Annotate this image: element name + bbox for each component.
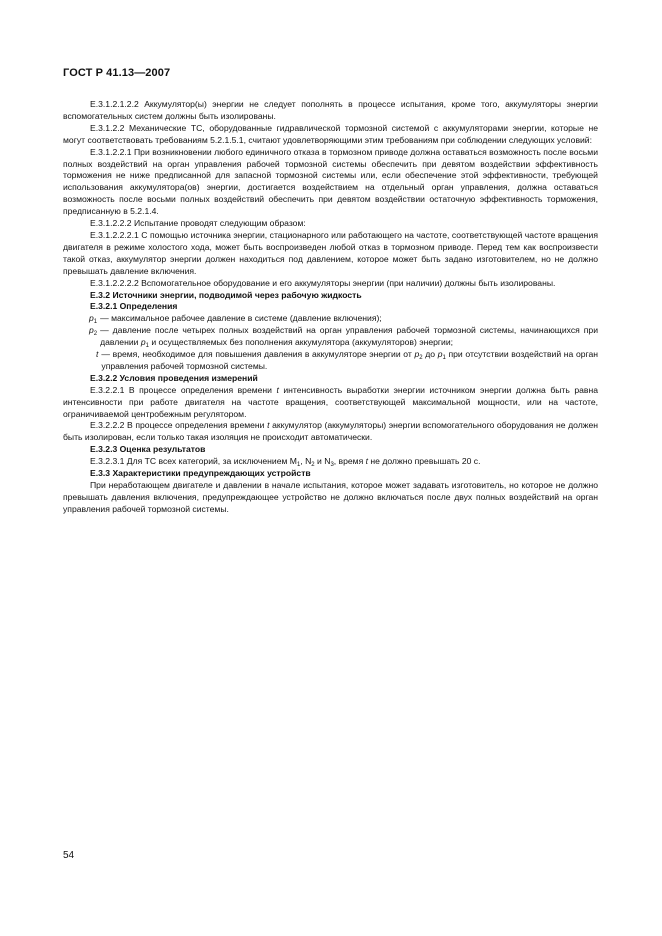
document-body	[63, 99, 598, 516]
clause-e3222: Е.3.2.2.2 В процессе определения времени t аккумулятор (аккумуляторы) энергии вспомогательного оборудования не должен быть изолирован, если только такая изоляция не происходит автоматически.	[63, 420, 598, 443]
definition-term: $p_2$	[89, 325, 98, 338]
clause-e31222: Е.3.1.2.2.2 Испытание проводят следующим образом:	[90, 218, 306, 229]
clause-e31221: Е.3.1.2.2.1 При возникновении любого единичного отказа в тормозном приводе должна оставаться возможность после восьми полных воздействий на орган управления рабочей тормозной системы обеспечить при девятом воздействии эффективность торможения не ниже предписанной для запасной тормозной системы или, если обеспечение этой эффективности, требующей использования аккумулятора(ов) энергии, достигается воздействием на отдельный орган управления, должна оставаться возможность после восьми полных воздействий обеспечить при девятом воздействии остаточную эффективность торможения, предписанную в 5.2.1.4.	[63, 146, 598, 217]
clause-e312222: Е.3.1.2.2.2.2 Вспомогательное оборудование и его аккумуляторы энергии (при наличии) должны быть изолированы.	[90, 277, 556, 288]
clause-e3221: Е.3.2.2.1 В процессе определения времени t интенсивность выработки энергии источником энергии должна быть равна интенсивности при работе двигателя на частоте вращения, соответствующей максимальной мощности, или на частоте, ограничиваемой центробежным регулятором.	[63, 384, 598, 419]
clause-e3231: Е.3.2.3.1 Для ТС всех категорий, за исключением $М_1$, $N_2$ и $N_3$, время t не должно превышать 20 с.	[90, 456, 481, 469]
clause-e312221: Е.3.1.2.2.2.1 С помощью источника энергии, стационарного или работающего на частоте, соответствующей частоте вращения двигателя в режиме холостого хода, может быть воспроизведен любой отказ в тормозном приводе. Перед тем как воспроизвести такой отказ, аккумулятор энергии должен находиться под давлением, которое может быть задано изготовителем, но не должно превышать давление включения.	[63, 229, 598, 276]
document-code-header: ГОСТ Р 41.13—2007	[63, 67, 171, 79]
definition-term: $p_1$	[89, 313, 98, 326]
definition-text: — давление после четырех полных воздействий на орган управления рабочей тормозной системы, начинающихся при давлении $p_1$ и осуществляемых без пополнения аккумулятора (аккумуляторов) энергии;	[100, 325, 598, 350]
definition-text: — время, необходимое для повышения давления в аккумуляторе энергии от $p_2$ до $p_1$ при отсутствии воздействий на орган управления рабочей тормозной системы.	[101, 349, 599, 371]
clause-e3122: Е.3.1.2.2 Механические ТС, оборудованные гидравлической тормозной системой с аккумуляторами энергии, которые не могут соответствовать требованиям 5.2.1.5.1, считают удовлетворяющими этим требованиям при соблюдении следующих условий:	[63, 122, 598, 145]
heading-e322: Е.3.2.2 Условия проведения измерений	[90, 372, 258, 383]
clause-e33-text: При неработающем двигателе и давлении в начале испытания, которое может задавать изготовитель, но которое не должно превышать давления включения, предупреждающее устройство не должно включаться после двух полных воздействий на орган управления рабочей тормозной системы.	[63, 480, 598, 514]
page-number: 54	[63, 850, 75, 861]
clause-e31212122: Е.3.1.2.1.2.2 Аккумулятор(ы) энергии не следует пополнять в процессе испытания, кроме того, аккумуляторы энергии вспомогательных систем должны быть изолированы.	[63, 99, 598, 121]
heading-e321: Е.3.2.1 Определения	[90, 301, 178, 312]
heading-e323: Е.3.2.3 Оценка результатов	[90, 444, 206, 455]
definition-p2	[63, 325, 598, 349]
definition-t	[63, 349, 598, 373]
definition-p1	[63, 313, 598, 325]
heading-e33: Е.3.3 Характеристики предупреждающих устройств	[90, 468, 311, 479]
definition-text: — максимальное рабочее давление в системе (давление включения);	[100, 313, 382, 324]
heading-e32: Е.3.2 Источники энергии, подводимой через рабочую жидкость	[90, 289, 362, 300]
definition-term: t	[96, 349, 99, 360]
